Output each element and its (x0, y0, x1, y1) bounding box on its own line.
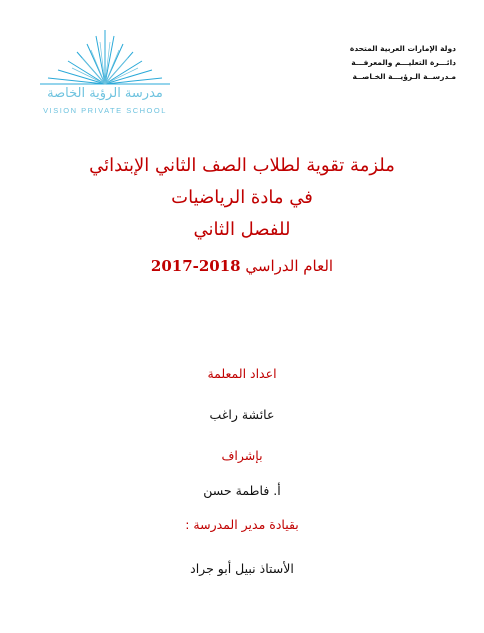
supervision-label: بإشراف (221, 448, 263, 463)
sunburst-icon (30, 28, 180, 88)
title-line-2: في مادة الرياضيات (171, 187, 313, 208)
header-department: دائـــرة التعليـــم والمعرفـــة (351, 58, 456, 67)
year-value: 2017-2018 (150, 257, 241, 275)
header-block (350, 42, 456, 84)
header-school: مـدرســة الـرؤيـــة الخـاصــة (352, 72, 456, 81)
logo-arabic-text: مدرسة الرؤية الخاصة (47, 86, 163, 101)
academic-year (0, 257, 484, 275)
supervisor-name: أ. فاطمة حسن (203, 483, 281, 498)
logo-english-text: VISION PRIVATE SCHOOL (43, 106, 167, 115)
principal-name: الأستاذ نبيل أبو جراد (190, 561, 294, 576)
header-country: دولة الإمارات العربية المتحدة (349, 44, 456, 53)
document-title (0, 150, 484, 246)
principal-label: بقيادة مدير المدرسة : (185, 517, 299, 532)
title-line-1: ملزمة تقوية لطلاب الصف الثاني الإبتدائي (89, 155, 395, 176)
title-line-3: للفصل الثاني (193, 219, 291, 240)
teacher-name: عائشة راغب (209, 407, 275, 422)
year-label: العام الدراسي (240, 257, 334, 275)
school-logo (30, 28, 180, 123)
prepared-by-label: اعداد المعلمة (207, 366, 277, 381)
